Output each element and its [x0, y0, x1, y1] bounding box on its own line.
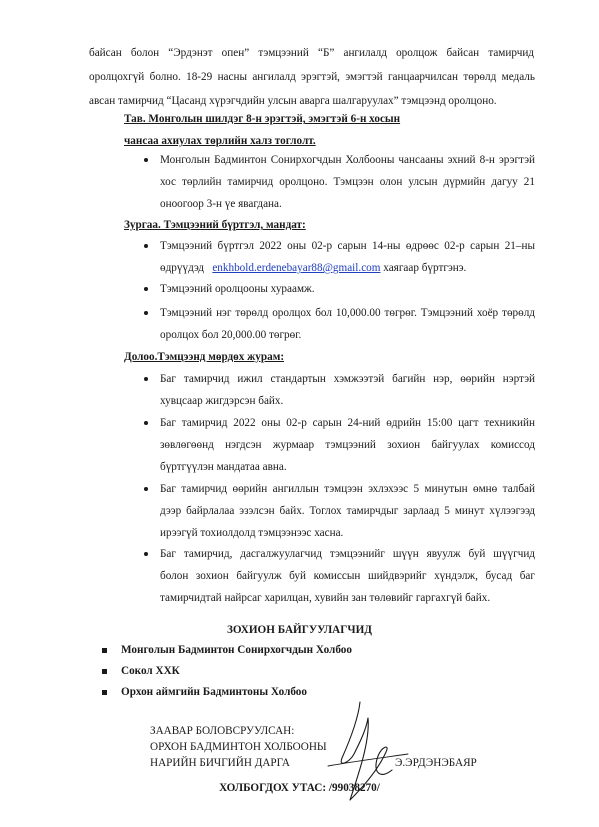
organizer-item: Орхон аймгийн Бадминтоны Холбоо — [121, 686, 307, 698]
bullet-dot — [144, 421, 148, 425]
organizers-title: ЗОХИОН БАЙГУУЛАГЧИД — [227, 624, 372, 636]
bullet-dot — [144, 552, 148, 556]
section6-bullet1-line-2 — [160, 261, 466, 275]
bullet-dot — [144, 487, 148, 491]
section6-bullet1-line-1: Тэмцээний бүртгэл 2022 оны 02-р сарын 14-ны өдрөөс 02-р сарын 21–ны — [160, 240, 535, 252]
section7-bullet2-line-3: бүртгүүлэн мандатаа авна. — [160, 461, 287, 473]
signature-line-2: ОРХОН БАДМИНТОН ХОЛБООНЫ — [150, 741, 327, 753]
section6-bullet2: Тэмцээний оролцооны хураамж. — [160, 283, 315, 295]
section5-bullet1-line-2: хос төрлийн тамирчид оролцоно. Тэмцээн олон улсын дүрмийн дагуу 21 — [160, 176, 535, 188]
intro-line-3: авсан тамирчид “Цасанд хүрэгчдийн улсын аварга шалгаруулах” тэмцээнд оролцоно. — [89, 95, 497, 107]
signature-line-1: ЗААВАР БОЛОВСРУУЛСАН: — [150, 725, 295, 737]
section5-bullet1-line-1: Монголын Бадминтон Сонирхогчдын Холбооны чансааны эхний 8-н эрэгтэй — [160, 154, 535, 166]
section5-heading-line-2: чансаа ахиулах төрлийн халз тоглолт. — [124, 135, 316, 147]
section7-bullet4-line-1: Баг тамирчид, дасгалжуулагчид тэмцээнийг шүүн явуулж буй шүүгчид — [160, 548, 535, 560]
section5-bullet1-line-3: оноогоор 3-н үе явагдана. — [160, 198, 282, 210]
square-bullet — [102, 648, 107, 653]
square-bullet — [102, 690, 107, 695]
section6-heading: Зургаа. Тэмцээний бүртгэл, мандат: — [124, 219, 306, 231]
registration-address-text: хаягаар бүртгэнэ. — [383, 262, 467, 274]
organizer-item: Монголын Бадминтон Сонирхогчдын Холбоо — [121, 644, 352, 656]
section7-bullet4-line-3: тамирчидтай найрсаг харилцан, хувийн зан төлөвийг гаргахгүй байх. — [160, 592, 491, 604]
email-link[interactable]: enkhbold.erdenebayar88@gmail.com — [212, 262, 381, 274]
intro-line-1: байсан болон “Эрдэнэт опен” тэмцээний “Б” ангилалд оролцож байсан тамирчид — [89, 47, 534, 59]
section7-bullet3-line-1: Баг тамирчид өөрийн ангиллын тэмцээн эхлэхээс 5 минутын өмнө талбай — [160, 483, 535, 495]
bullet-dot — [144, 311, 148, 315]
signatory-name: Э.ЭРДЭНЭБАЯР — [395, 757, 477, 769]
bullet-dot — [144, 244, 148, 248]
bullet-dot — [144, 377, 148, 381]
organizer-item: Сокол ХХК — [121, 665, 180, 677]
section6-bullet3-line-1: Тэмцээний нэг төрөлд оролцох бол 10,000.00 төгрөг. Тэмцээний хоёр төрөлд — [160, 307, 535, 319]
section7-bullet1-line-2: хувцсаар жигдэрсэн байх. — [160, 395, 284, 407]
section5-heading-line-1: Тав. Монголын шилдэг 8-н эрэгтэй, эмэгтэй 6-н хосын — [124, 113, 401, 125]
contact-phone: ХОЛБОГДОХ УТАС: /99038270/ — [219, 782, 380, 794]
section7-heading: Долоо.Тэмцээнд мөрдөх журам: — [124, 351, 285, 363]
signature-line-3: НАРИЙН БИЧГИЙН ДАРГА — [150, 757, 290, 769]
section7-bullet4-line-2: болон зохион байгуулж буй комиссын шийдвэрийг хүндэлж, бусад баг — [160, 570, 535, 582]
section7-bullet3-line-3: ирээгүй тохиолдолд тэмцээнээс хасна. — [160, 527, 344, 539]
section7-bullet3-line-2: дээр байрлалаа эзэлсэн байх. Тоглох тамирчдыг зарлаад 5 минут хүлээгээд — [160, 505, 535, 517]
section7-bullet2-line-2: зөвлөгөөнд нэгдсэн журмаар тэмцээний зохион байгуулах комиссод — [160, 439, 535, 451]
section7-bullet1-line-1: Баг тамирчид ижил стандартын хэмжээтэй багийн нэр, өөрийн нэртэй — [160, 373, 535, 385]
section6-bullet3-line-2: оролцох бол 20,000.00 төгрөг. — [160, 329, 302, 341]
intro-line-2: оролцохгүй болно. 18-29 насны ангилалд эрэгтэй, эмэгтэй ганцаарчилсан төрөлд медаль — [89, 71, 535, 83]
registration-period-text: өдрүүдэд — [160, 262, 204, 274]
square-bullet — [102, 669, 107, 674]
bullet-dot — [144, 158, 148, 162]
bullet-dot — [144, 287, 148, 291]
section7-bullet2-line-1: Баг тамирчид 2022 оны 02-р сарын 24-ний өдрийн 15:00 цагт техникийн — [160, 417, 535, 429]
